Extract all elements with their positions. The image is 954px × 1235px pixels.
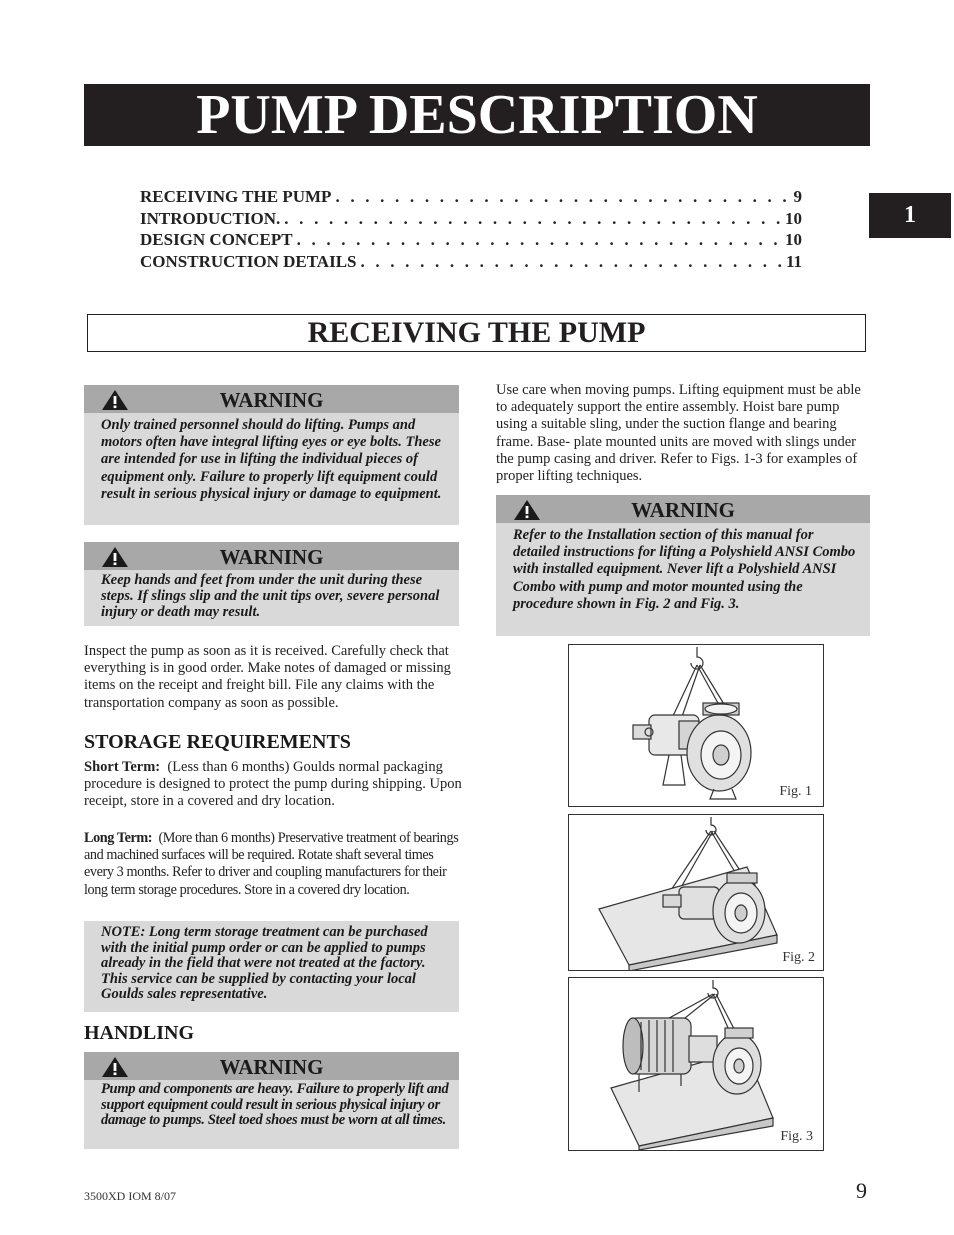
warning-box-handling bbox=[84, 1052, 459, 1149]
toc-leader-dots bbox=[335, 186, 789, 208]
footer-document-code: 3500XD IOM 8/07 bbox=[84, 1189, 176, 1203]
toc-label: INTRODUCTION. bbox=[140, 208, 281, 228]
short-term-paragraph bbox=[84, 759, 462, 811]
section-title: RECEIVING THE PUMP bbox=[87, 314, 866, 352]
warning-header bbox=[496, 495, 870, 523]
figure-caption: Fig. 2 bbox=[782, 950, 815, 965]
toc-label: RECEIVING THE PUMP bbox=[140, 187, 332, 206]
toc-entry-construction-details[interactable] bbox=[140, 251, 802, 273]
pump-and-motor-lift-illustration bbox=[569, 978, 823, 1150]
figure-1 bbox=[568, 644, 824, 807]
short-term-label: Short Term: bbox=[84, 759, 161, 775]
warning-text: Only trained personnel should do lifting. Pumps and motors often have integral lifting eyes or eye bolts. These are intended for use in lifting the individual pieces of equipment only. Failure to properly lift equipment could result in serious physical injury or damage to equipment. bbox=[101, 417, 442, 502]
toc-entry-design-concept[interactable] bbox=[140, 229, 802, 251]
figure-2 bbox=[568, 814, 824, 971]
storage-heading: STORAGE REQUIREMENTS bbox=[84, 731, 351, 753]
toc-label: DESIGN CONCEPT bbox=[140, 230, 293, 250]
handling-heading: HANDLING bbox=[84, 1022, 195, 1044]
footer-page-number: 9 bbox=[856, 1178, 867, 1203]
toc-leader-dots bbox=[360, 251, 781, 273]
warning-box-lifting bbox=[84, 385, 459, 525]
warning-title: WARNING bbox=[219, 388, 324, 412]
warning-title: WARNING bbox=[219, 1055, 324, 1079]
toc-leader-dots bbox=[297, 229, 781, 251]
toc-page-number: 10 bbox=[785, 208, 802, 228]
figure-3 bbox=[568, 977, 824, 1151]
toc-page-number: 9 bbox=[793, 187, 802, 206]
toc-entry-introduction[interactable] bbox=[140, 208, 802, 230]
storage-note: NOTE: Long term storage treatment can be purchased with the initial pump order or can be applied to pumps already in the field that were not treated at the factory. This service can be supplied by contacting your local Goulds sales representative. bbox=[84, 921, 459, 1012]
short-term-text: (Less than 6 months) Goulds normal packaging procedure is designed to protect the pump during shipping. Upon receipt, store in a covered and dry location. bbox=[84, 759, 462, 810]
warning-text: Pump and components are heavy. Failure to properly lift and support equipment could result in serious physical injury or damage to pumps. Steel toed shoes must be worn at all times. bbox=[101, 1081, 449, 1129]
warning-title: WARNING bbox=[219, 545, 324, 569]
long-term-paragraph bbox=[84, 830, 462, 899]
warning-header bbox=[84, 1052, 459, 1080]
toc-page-number: 10 bbox=[785, 230, 802, 250]
chapter-tab: 1 bbox=[869, 193, 951, 238]
table-of-contents bbox=[140, 186, 802, 273]
warning-header bbox=[84, 542, 459, 570]
warning-header bbox=[84, 385, 459, 413]
toc-leader-dots bbox=[284, 208, 781, 230]
bare-pump-lift-illustration bbox=[569, 645, 823, 806]
toc-label: CONSTRUCTION DETAILS bbox=[140, 252, 357, 272]
toc-entry-receiving[interactable] bbox=[140, 186, 802, 208]
warning-box-polyshield bbox=[496, 495, 870, 636]
figure-caption: Fig. 1 bbox=[779, 784, 812, 799]
baseplate-pump-lift-illustration bbox=[569, 815, 823, 970]
warning-text: Refer to the Installation section of this manual for detailed instructions for lifting a Polyshield ANSI Combo with installed equipment. Never lift a Polyshield ANSI Combo with pump and motor mounted using the procedure shown in Fig. 2 and Fig. 3. bbox=[513, 527, 856, 612]
warning-box-hands-feet bbox=[84, 542, 459, 626]
inspect-paragraph: Inspect the pump as soon as it is received. Carefully check that everything is in good order. Make notes of damaged or missing items on the receipt and freight bill. File any claims with the transportation company as soon as possible. bbox=[84, 643, 451, 711]
long-term-text: (More than 6 months) Preservative treatment of bearings and machined surfaces will be required. Rotate shaft several times every 3 months. Refer to driver and coupling manufacturers for their long term storage procedures. Store in a covered dry location. bbox=[84, 830, 459, 898]
warning-title: WARNING bbox=[631, 498, 735, 522]
long-term-label: Long Term: bbox=[84, 830, 153, 846]
moving-paragraph: Use care when moving pumps. Lifting equipment must be able to adequately support the entire assembly. Hoist bare pump using a suitable sling, under the suction flange and bearing frame. Base- plate mounted units are moved with slings under the pump casing and driver. Refer to Figs. 1-3 for examples of proper lifting techniques. bbox=[496, 382, 861, 485]
page-title: PUMP DESCRIPTION bbox=[84, 84, 870, 146]
warning-text: Keep hands and feet from under the unit during these steps. If slings slip and the unit tips over, severe personal injury or death may result. bbox=[101, 572, 440, 620]
figure-caption: Fig. 3 bbox=[780, 1129, 813, 1144]
toc-page-number: 11 bbox=[785, 252, 802, 272]
